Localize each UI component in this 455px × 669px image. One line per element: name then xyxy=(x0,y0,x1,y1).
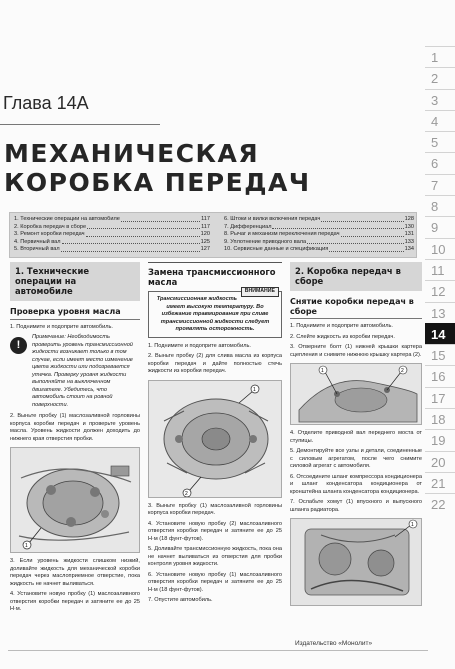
step-text: 3. Отверните болт (1) нижней крышки картера сцепления и снимите нижнюю крышку картера (2). xyxy=(290,344,422,358)
chapter-tab[interactable]: 8 xyxy=(425,195,455,216)
step-text: 6. Установите новую пробку (1) маслозаливного отверстия коробки передач и затяните ее до 25 Н·м (18 фунт-футов). xyxy=(148,571,282,593)
step-text: 5. Демонтируйте все узлы и детали, соединенные с силовым агрегатом, после чего снимите силовой агрегат с автомобиля. xyxy=(290,448,422,469)
svg-text:1: 1 xyxy=(253,386,256,393)
chapter-tab[interactable]: 3 xyxy=(425,89,455,110)
svg-text:1: 1 xyxy=(321,368,324,374)
chapter-tabs xyxy=(425,46,455,515)
chapter-tab[interactable]: 15 xyxy=(425,344,455,365)
chapter-tab[interactable]: 20 xyxy=(425,451,455,472)
svg-text:1: 1 xyxy=(25,543,28,549)
step-text: 2. Слейте жидкость из коробки передач. xyxy=(290,333,395,340)
contents-right xyxy=(224,216,414,254)
svg-text:2: 2 xyxy=(401,368,404,374)
footer-rule xyxy=(8,650,428,651)
contents-item[interactable]: 4. Первичный вал 125 xyxy=(14,238,210,245)
contents-item[interactable]: 9. Уплотнение приводного вала 133 xyxy=(224,238,414,245)
chapter-tab[interactable]: 13 xyxy=(425,302,455,323)
chapter-title-line2: КОРОБКА ПЕРЕДАЧ xyxy=(4,168,311,197)
contents-item[interactable]: 3. Ремонт коробки передач 120 xyxy=(14,231,210,238)
subheading-removal: Снятие коробки передач в сборе xyxy=(290,297,422,319)
chapter-tab[interactable]: 16 xyxy=(425,365,455,386)
step-text: 1. Поднимите и подоприте автомобиль. xyxy=(10,323,113,330)
step-text: 2. Выньте пробку (1) маслозаливной горловины корпуса коробки передач и проверьте уровень масла. Уровень жидкости должен доходить до нижнего края отверстия пробки. xyxy=(10,413,140,442)
step-text: 2. Выньте пробку (2) для слива масла из корпуса коробки передач и дайте полностью стечь жидкости из коробки передач. xyxy=(148,353,282,374)
chapter-tab[interactable]: 1 xyxy=(425,46,455,67)
step-text: 7. Ослабьте хомут (1) впускного и выпускного шланга радиатора. xyxy=(290,499,422,513)
step-text: 4. Установите новую пробку (1) маслозаливного отверстия коробки передач и затяните ее до 25 Н·м. xyxy=(10,591,140,612)
chapter-tab[interactable]: 21 xyxy=(425,472,455,493)
note-text: Примечание: Необходимость проверить уровень трансмиссионной жидкости возникает только в том случае, если имеет место изменение цвета жидкости или подозревается утечка. Проверку уровня жидкости выполняйте на выключенном двигателе. Убедитесь, что автомобиль стоит на ровной поверхности. xyxy=(32,334,133,408)
step-text: 6. Отсоедините шланг компрессора кондиционера и шланг конденсатора кондиционера от кронштейна шланга конденсатора кондиционера. xyxy=(290,473,422,495)
contents-item[interactable]: 2. Коробка передач в сборе 117 xyxy=(14,223,210,230)
subheading-oil-level: Проверка уровня масла xyxy=(10,307,140,320)
contents-item[interactable]: 8. Рычаг и механизм переключения передач 131 xyxy=(224,231,414,238)
warning-text: Трансмиссионная жидкость имеет высокую температуру. Во избежание травмирования при сливе трансмиссионной жидкости следует проявлять осторожность. xyxy=(156,296,270,332)
contents-item[interactable]: 6. Штоки и вилки включения передач 128 xyxy=(224,216,414,222)
figure-clutch-cover xyxy=(290,363,422,425)
warning-block xyxy=(148,288,282,338)
chapter-tab[interactable]: 7 xyxy=(425,174,455,195)
publisher-footer: Издательство «Монолит» xyxy=(295,640,373,647)
chapter-tab[interactable]: 18 xyxy=(425,408,455,429)
svg-text:1: 1 xyxy=(411,522,414,528)
section-heading-2: 2. Коробка передач в сборе xyxy=(290,262,422,291)
column-3 xyxy=(290,262,422,611)
chapter-tab[interactable]: 5 xyxy=(425,131,455,152)
contents-item[interactable]: 5. Вторичный вал 127 xyxy=(14,246,210,253)
chapter-rule xyxy=(0,124,160,125)
chapter-tab[interactable]: 4 xyxy=(425,110,455,131)
section-heading-1: 1. Технические операции на автомобиле xyxy=(10,262,140,301)
step-text: 5. Доливайте трансмиссионную жидкость, пока она не начнет выливаться из отверстия для пробки контроля уровня жидкости. xyxy=(148,546,282,567)
step-text: 3. Если уровень жидкости слишком низкий, доливайте жидкость для механической коробки передач через маслоприемное отверстие, пока жидкость не начнет выливаться. xyxy=(10,558,140,587)
contents-left xyxy=(14,216,210,254)
figure-engine-bay xyxy=(290,518,422,606)
step-text: 7. Опустите автомобиль. xyxy=(148,597,213,603)
figure-gearbox-filler xyxy=(10,447,140,553)
step-text: 4. Установите новую пробку (2) маслозаливного отверстия коробки передач и затяните ее до 25 Н·м (18 фунт-футов). xyxy=(148,520,282,542)
svg-text:2: 2 xyxy=(185,490,188,497)
column-1 xyxy=(10,262,140,617)
step-text: 4. Отделите приводной вал переднего моста от ступицы. xyxy=(290,430,422,444)
step-text: 1. Поднимите и подоприте автомобиль. xyxy=(290,323,393,329)
chapter-title xyxy=(4,139,311,197)
note-block xyxy=(10,334,140,409)
chapter-tab[interactable]: 6 xyxy=(425,152,455,173)
chapter-tab[interactable]: 9 xyxy=(425,216,455,237)
section-heading-oil-change: Замена трансмиссионного масла xyxy=(148,262,282,287)
chapter-tab-active[interactable]: 14 xyxy=(425,323,455,344)
figure-gearbox-drain xyxy=(148,380,282,498)
chapter-tab[interactable]: 11 xyxy=(425,259,455,280)
warning-title: ВНИМАНИЕ xyxy=(241,287,279,297)
exclamation-icon: ! xyxy=(10,337,27,354)
chapter-tab[interactable]: 2 xyxy=(425,67,455,88)
chapter-tab[interactable]: 12 xyxy=(425,280,455,301)
contents-box xyxy=(9,212,417,258)
chapter-tab[interactable]: 19 xyxy=(425,429,455,450)
step-text: 3. Выньте пробку (1) маслозаливной горловины корпуса коробки передач. xyxy=(148,502,282,516)
chapter-tab[interactable]: 17 xyxy=(425,387,455,408)
column-2 xyxy=(148,262,282,608)
contents-item[interactable]: 7. Дифференциал 130 xyxy=(224,223,414,230)
chapter-tab[interactable]: 10 xyxy=(425,238,455,259)
chapter-title-line1: МЕХАНИЧЕСКАЯ xyxy=(4,139,260,168)
chapter-label: Глава 14А xyxy=(3,93,89,113)
contents-item[interactable]: 1. Технические операции на автомобиле 117 xyxy=(14,216,210,222)
contents-item[interactable]: 10. Сервисные данные и спецификация 134 xyxy=(224,246,414,253)
chapter-tab[interactable]: 22 xyxy=(425,493,455,514)
step-text: 1. Поднимите и подоприте автомобиль. xyxy=(148,342,251,349)
